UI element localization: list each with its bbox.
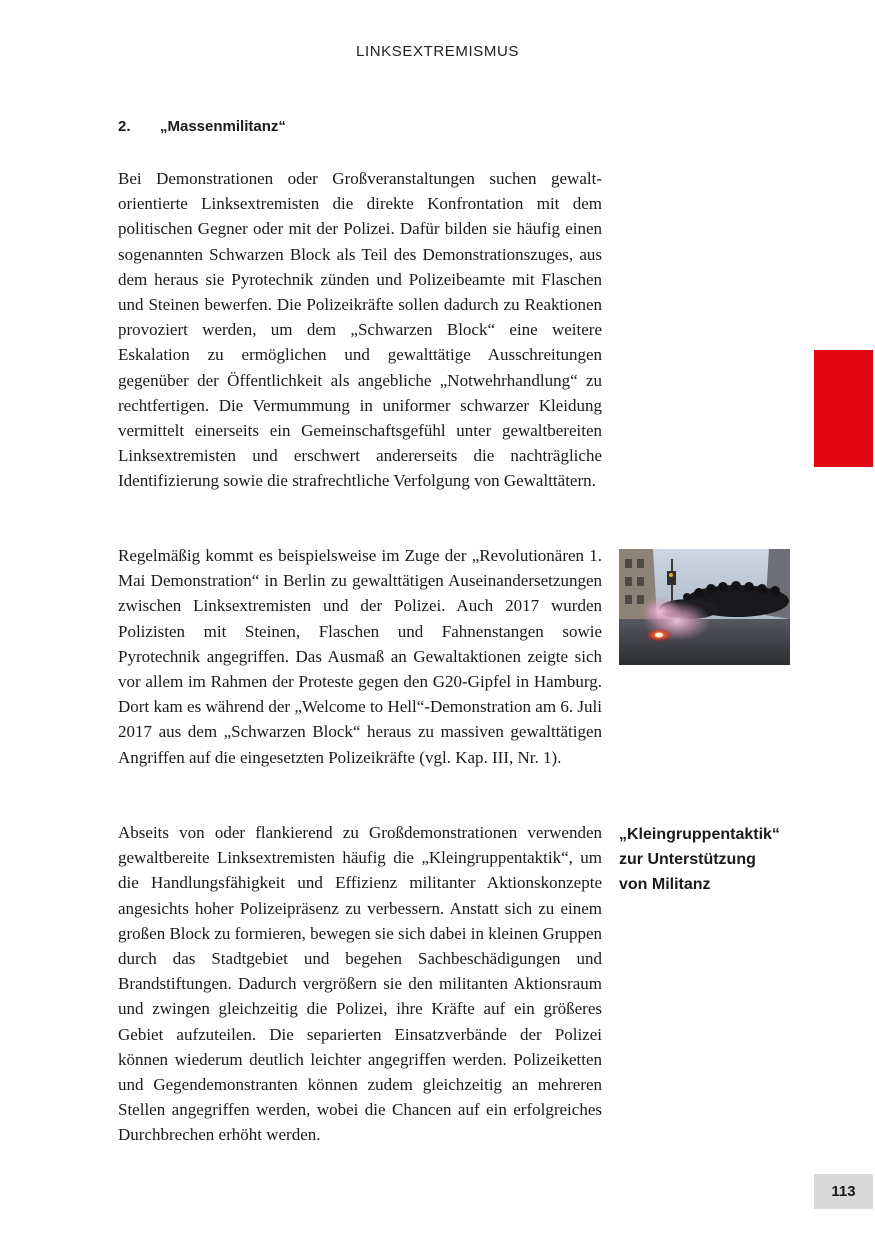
demonstration-photo <box>619 549 790 665</box>
page-number: 113 <box>814 1174 873 1209</box>
margin-note-line-2: zur Unterstützung <box>619 851 756 868</box>
chapter-color-tab <box>814 350 873 467</box>
body-paragraph-1: Bei Demonstrationen oder Großveranstaltungen suchen gewaltorientierte Linksextremisten die direkte Konfrontation mit dem politischen Gegner oder mit der Polizei. Dafür bilden sie häufig einen sogenannten Schwarzen Block als Teil des Demonstrationszuges, aus dem heraus sie Pyrotechnik zünden und Polizeibeamte mit Flaschen und Steinen bewerfen. Die Polizeikräfte sollen dadurch zu Reaktionen provoziert werden, um dem „Schwarzen Block“ eine weitere Eskalation zu ermöglichen und gewalttätige Ausschreitungen gegenüber der Öffentlichkeit als angebliche „Notwehrhandlung“ zu rechtfertigen. Die Vermummung in uniformer schwarzer Kleidung vermittelt einerseits ein Gemeinschaftsgefühl unter gewaltbereiten Linksextremisten und erschwert andererseits die nachträgliche Identifizierung sowie die strafrechtliche Verfolgung von Gewalttätern. <box>118 169 602 491</box>
section-number: 2. <box>118 118 131 135</box>
section-heading <box>118 118 286 135</box>
margin-note <box>619 822 809 897</box>
body-paragraph-3: Abseits von oder flankierend zu Großdemonstrationen verwenden gewaltbereite Linksextremisten häufig die „Kleingruppentaktik“, um die Handlungsfähigkeit und Effizienz militanter Aktionskonzepte angesichts hoher Polizeipräsenz zu verbessern. Anstatt sich zu einem großen Block zu formieren, bewegen sie sich dabei in kleinen Gruppen durch das Stadtgebiet und begehen Sachbeschädigungen und Brandstiftungen. Dadurch vergrößern sie den militanten Aktionsraum und zwingen gleichzeitig die Polizei, ihre Kräfte auf ein größeres Gebiet aufzuteilen. Die separierten Einsatzverbände der Polizei können wiederum deutlich leichter angegriffen werden. Polizeiketten und Gegendemonstranten können zudem gleichzeitig an mehreren Stellen angegriffen werden, wobei die Chancen auf ein erfolgreiches Durchbrechen erhöht werden. <box>118 823 602 1145</box>
section-title: „Massenmilitanz“ <box>160 118 286 135</box>
margin-note-line-1: „Kleingruppentaktik“ <box>619 826 780 843</box>
running-header: LINKSEXTREMISMUS <box>356 43 519 60</box>
margin-note-line-3: von Militanz <box>619 876 711 893</box>
body-paragraph-2: Regelmäßig kommt es beispielsweise im Zuge der „Revolutionären 1. Mai Demonstration“ in Berlin zu gewalttätigen Auseinandersetzungen zwischen Linksextremisten und der Polizei. Auch 2017 wurden Polizisten mit Steinen, Flaschen und Fahnenstangen sowie Pyrotechnik angegriffen. Das Ausmaß an Gewaltaktionen zeigte sich vor allem im Rahmen der Proteste gegen den G20-Gipfel in Hamburg. Dort kam es während der „Welcome to Hell“-Demonstration am 6. Juli 2017 aus dem „Schwarzen Block“ heraus zu massiven gewalttätigen Angriffen auf die eingesetzten Polizeikräfte (vgl. Kap. III, Nr. 1). <box>118 546 602 767</box>
